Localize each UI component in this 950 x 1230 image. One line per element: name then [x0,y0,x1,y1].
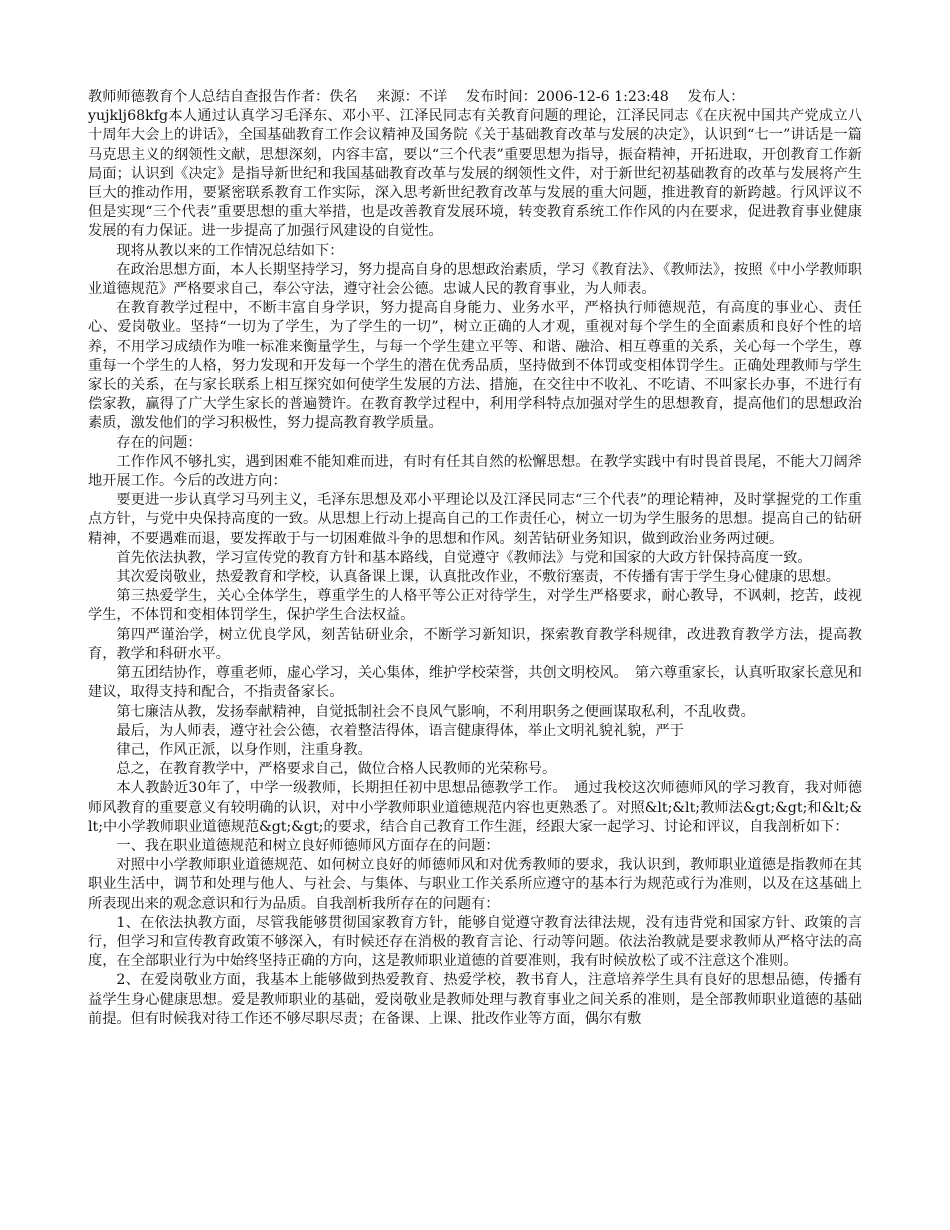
document-header-line: 教师师德教育个人总结自查报告作者：佚名 来源：不详 发布时间：2006-12-6 1:23:48 发布人： [88,89,745,105]
paragraph-teaching-years: 本人教龄近30年了，中学一级教师，长期担任初中思想品德教学工作。 通过我校这次师德师风的学习教育，我对师德师风教育的重要意义有较明确的认识，对中小学教师职业道德规范内容也更熟悉了。对照&lt;&lt;教师法&gt;&gt;和&lt;&lt;中小学教师职业道德规范&gt;&gt;的要求，结合自己教育工作生涯，经跟大家一起学习、讨论和评议，自我剖析如下： [88,780,862,835]
paragraph-second: 其次爱岗敬业，热爱教育和学校，认真备课上课，认真批改作业，不敷衍塞责，不传播有害于学生身心健康的思想。 [116,569,840,586]
paragraph-fourth: 第四严谨治学，树立优良学风，刻苦钻研业余，不断学习新知识，探索教育教学科规律，改进教育教学方法，提高教育，教学和科研水平。 [88,626,862,662]
paragraph-item-1: 1、在依法执教方面，尽管我能够贯彻国家教育方针，能够自觉遵守教育法律法规，没有违背党和国家方针、政策的言行，但学习和宣传教育政策不够深入，有时候还存在消极的教育言论、行动等问题。依法治教就是要求教师从严格守法的高度，在全部职业行为中始终坚持正确的方向，这是教师职业道德的首要准则，我有时候放松了或不注意这个准则。 [88,914,862,970]
paragraph-item-2: 2、在爱岗敬业方面，我基本上能够做到热爱教育、热爱学校，教书育人，注意培养学生具有良好的思想品德，传播有益学生身心健康思想。爱是教师职业的基础，爱岗敬业是教师处理与教育事业之间关系的准则，是全部教师职业道德的基础前提。但有时候我对待工作还不够尽职尽责；在备课、上课、批改作业等方面，偶尔有敷 [88,972,862,1027]
paragraph-political-thought: 在政治思想方面，本人长期坚持学习，努力提高自身的思想政治素质，学习《教育法》、《教师法》，按照《中小学教师职业道德规范》严格要求自己，奉公守法，遵守社会公德。忠诚人民的教育事业，为人师表。 [88,261,862,298]
paragraph-work-style: 工作作风不够扎实，遇到困难不能知难而进，有时有任其自然的松懈思想。在教学实践中有时畏首畏尾，不能大刀阔斧地开展工作。今后的改进方向： [88,453,862,490]
paragraph-teaching-process: 在教育教学过程中，不断丰富自身学识，努力提高自身能力、业务水平，严格执行师德规范，有高度的事业心、责任心、爱岗敬业。坚持“一切为了学生，为了学生的一切”，树立正确的人才观，重视对每个学生的全面素质和良好个性的培养，不用学习成绩作为唯一标准来衡量学生，与每一个学生建立平等、和谐、融洽、相互尊重的关系，关心每一个学生，尊重每一个学生的人格，努力发现和开发每一个学生的潜在优秀品质，坚持做到不体罚或变相体罚学生。正确处理教师与学生家长的关系，在与家长联系上相互探究如何使学生发展的方法、措施，在交往中不收礼、不吃请、不叫家长办事，不进行有偿家教，赢得了广大学生家长的普遍赞许。在教育教学过程中，利用学科特点加强对学生的思想教育，提高他们的思想政治素质，激发他们的学习积极性，努力提高教育教学质量。 [88,300,862,432]
paragraph-third: 第三热爱学生，关心全体学生，尊重学生的人格平等公正对待学生，对学生严格要求，耐心教导，不讽刺，挖苦，歧视学生，不体罚和变相体罚学生，保护学生合法权益。 [88,588,862,624]
paragraph-self-discipline: 律己，作风正派，以身作则，注重身教。 [116,741,372,758]
paragraph-finally: 最后，为人师表，遵守社会公德，衣着整洁得体，语言健康得体，举止文明礼貌礼貌，严于 [116,722,684,739]
paragraph-intro: yujklj68kfg本人通过认真学习毛泽东、邓小平、江泽民同志有关教育问题的理论，江泽民同志《在庆祝中国共产党成立八十周年大会上的讲话》，全国基础教育工作会议精神及国务院《关于基础教育改革与发展的决定》，认识到“七一”讲话是一篇马克思主义的纲领性文献，思想深刻，内容丰富，要以“三个代表”重要思想为指导，振奋精神，开拓进取，开创教育工作新局面；认识到《决定》是指导新世纪和我国基础教育改革与发展的纲领性文件，对于新世纪初基础教育的改革与发展将产生巨大的推动作用，要紧密联系教育工作实际，深入思考新世纪教育改革与发展的重大问题，推进教育的新跨越。行风评议不但是实现“三个代表”重要思想的重大举措，也是改善教育发展环境，转变教育系统工作作风的内在要求，促进教育事业健康发展的有力保证。进一步提高了加强行风建设的自觉性。 [88,108,862,240]
paragraph-first: 首先依法执教，学习宣传党的教育方针和基本路线，自觉遵守《教师法》与党和国家的大政方针保持高度一致。 [116,549,812,566]
paragraph-fifth-sixth: 第五团结协作，尊重老师，虚心学习，关心集体，维护学校荣誉，共创文明校风。 第六尊重家长，认真听取家长意见和建议，取得支持和配合，不指责备家长。 [88,665,862,701]
paragraph-seventh: 第七廉洁从教，发扬奉献精神，自觉抵制社会不良风气影响，不利用职务之便画谋取私利，不乱收费。 [116,703,755,720]
paragraph-ethics-definition: 对照中小学教师职业道德规范、如何树立良好的师德师风和对优秀教师的要求，我认识到，教师职业道德是指教师在其职业生活中，调节和处理与他人、与社会、与集体、与职业工作关系所应遵守的基本行为规范或行为准则，以及在这基础上所表现出来的观念意识和行为品质。自我剖析我所存在的问题有： [88,857,862,912]
paragraph-section-one-heading: 一、我在职业道德规范和树立良好师德师风方面存在的问题： [116,837,500,854]
paragraph-work-summary-intro: 现将从教以来的工作情况总结如下： [116,242,344,259]
paragraph-problems-heading: 存在的问题： [116,434,202,451]
paragraph-conclusion: 总之，在教育教学中，严格要求自己，做位合格人民教师的光荣称号。 [116,761,557,778]
paragraph-improvement: 要更进一步认真学习马列主义，毛泽东思想及邓小平理论以及江泽民同志“三个代表”的理论精神，及时掌握党的工作重点方针，与党中央保持高度的一致。从思想上行动上提高自己的工作责任心，树立一切为学生服务的思想。提高自己的钻研精神，不要遇难而退，要发挥敢于与一切困难做斗争的思想和作风。刻苦钻研业务知识，做到政治业务两过硬。 [88,492,862,547]
